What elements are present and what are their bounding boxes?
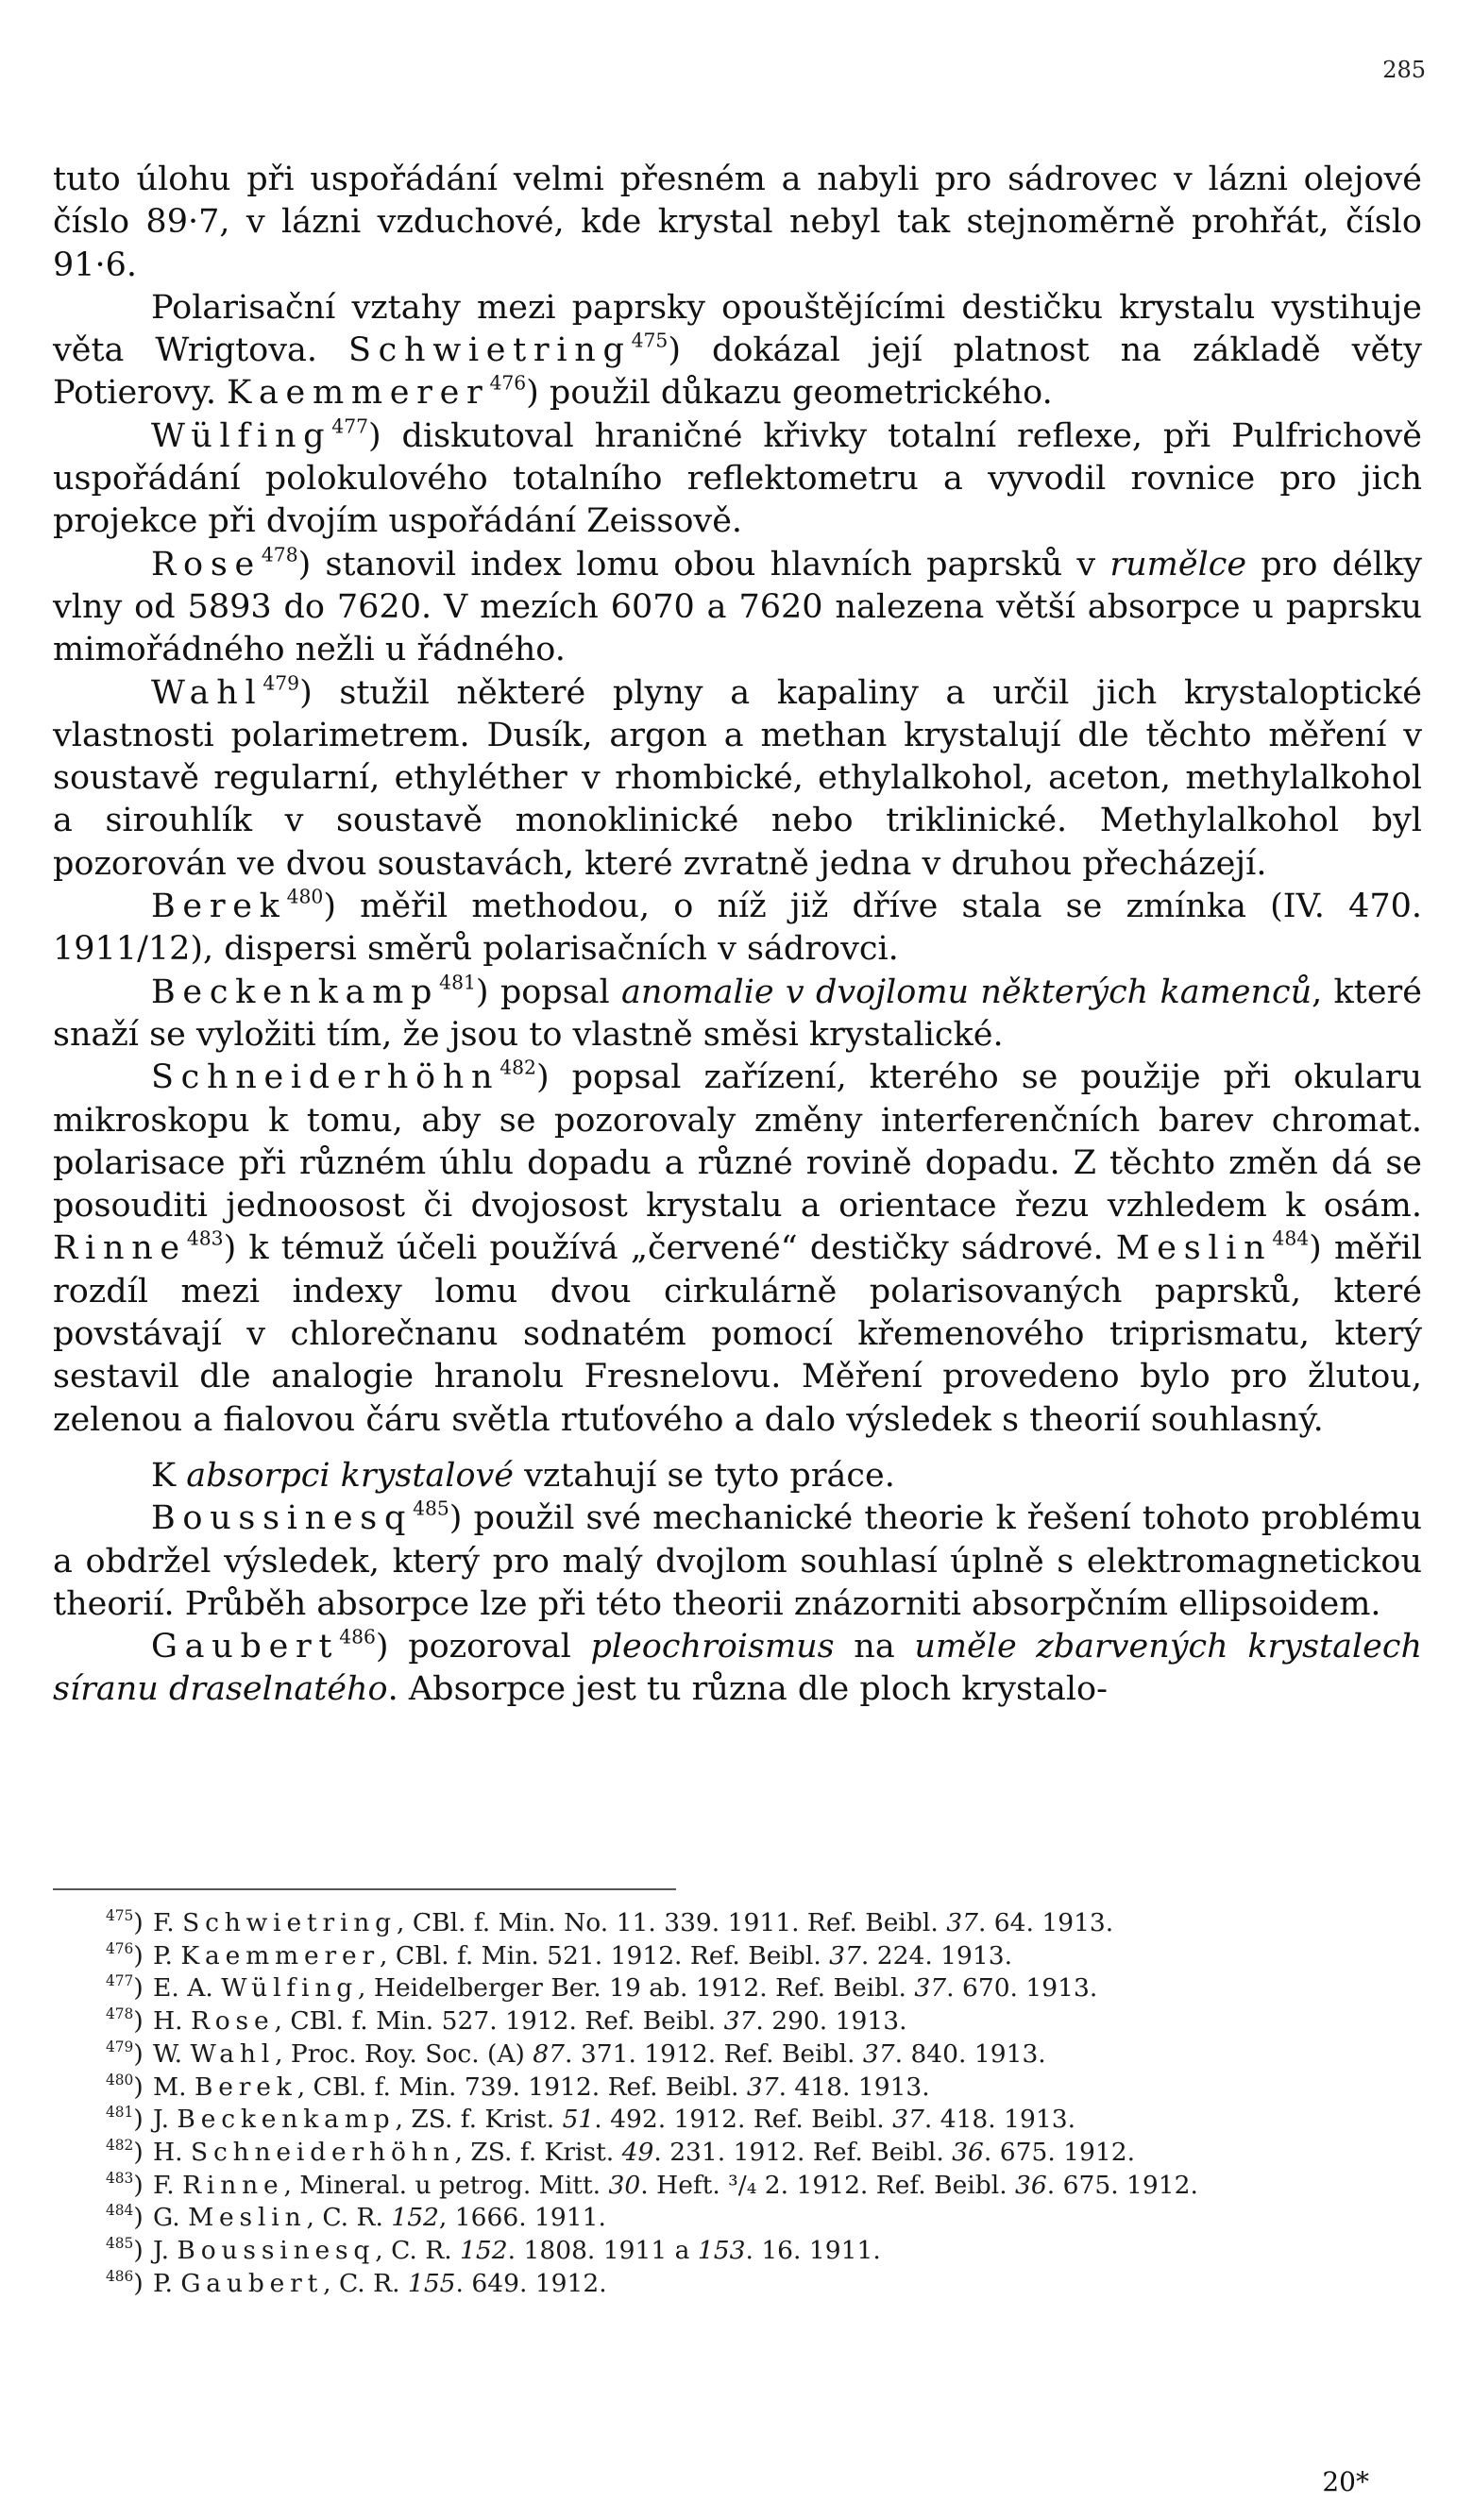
footnote-number: $^{484}$)	[106, 2202, 144, 2233]
text-run: . 840. 1913.	[894, 2038, 1046, 2069]
footnote-reference: 480	[286, 885, 324, 908]
footnote	[53, 2072, 1422, 2105]
italic-text: uměle zbarvených krystalech síranu draselnatého	[53, 1628, 1422, 1709]
author-name: Rose	[190, 2006, 275, 2037]
footnote-number: $^{483}$)	[106, 2169, 144, 2200]
text-run: , ZS. f. Krist.	[454, 2137, 622, 2167]
text-run: , ZS. f. Krist.	[395, 2105, 563, 2135]
author-name: Kaemmerer	[227, 374, 490, 413]
author-name: Berek	[151, 888, 287, 926]
text-run: , 1666. 1911.	[438, 2203, 606, 2233]
footnote-number-value: 485	[106, 2234, 134, 2252]
author-name: Beckenkamp	[177, 2105, 396, 2135]
footnote-number: $^{486}$)	[106, 2267, 144, 2298]
footnote-number-value: 484	[106, 2202, 134, 2220]
author-name: Wahl	[151, 673, 263, 712]
paragraph	[53, 1497, 1422, 1626]
text-run: . 418. 1913.	[778, 2072, 930, 2102]
footnote	[53, 1940, 1422, 1973]
text-run: ) pozoroval	[375, 1628, 591, 1666]
paragraph	[53, 1057, 1422, 1442]
footnote	[53, 2235, 1422, 2268]
paragraph	[53, 1626, 1422, 1712]
author-name: Schwietring	[182, 1908, 397, 1937]
italic-text: 37	[946, 1908, 978, 1937]
italic-text: 37	[723, 2006, 756, 2037]
author-name: Wahl	[190, 2038, 276, 2069]
footnote-number-value: 475	[106, 1906, 134, 1924]
author-name: Gaubert	[180, 2268, 324, 2298]
text-run: ) popsal	[475, 972, 621, 1011]
footnote	[53, 2268, 1422, 2301]
text-run: , CBl. f. Min. 527. 1912. Ref. Beibl.	[274, 2006, 724, 2037]
text-run: , CBl. f. Min. 521. 1912. Ref. Beibl.	[380, 1940, 830, 1970]
footnote-number-value: 481	[106, 2104, 134, 2122]
author-name: Berek	[194, 2072, 297, 2102]
footnote-reference: 482	[499, 1056, 536, 1079]
text-run: , Mineral. u petrog. Mitt.	[283, 2170, 609, 2200]
footnote	[53, 1972, 1422, 2005]
page-signature: 20*	[1322, 2466, 1369, 2497]
paragraph	[53, 287, 1422, 415]
text-run: . 418. 1913.	[923, 2105, 1075, 2135]
text-run: ) k témuž účeli používá „červené“ destičky sádrové.	[223, 1229, 1116, 1268]
text-run: . 492. 1912. Ref. Beibl.	[594, 2105, 893, 2135]
author-name: Boussinesq	[177, 2236, 376, 2266]
text-run: M.	[153, 2072, 195, 2102]
footnote-number: $^{479}$)	[106, 2038, 144, 2069]
paragraph	[53, 672, 1422, 886]
text-run: , C. R.	[375, 2236, 461, 2266]
italic-text: absorpci krystalové	[186, 1456, 514, 1495]
text-run: P.	[153, 1940, 181, 1970]
footnote-reference: 479	[262, 670, 300, 694]
text-run: J.	[153, 2236, 178, 2266]
text-run: ) použil své mechanické theorie k řešení tohoto problému a obdržel výsledek, který pro malý dvojlom souhlasí úplně s elektromagnetickou theorií. Průběh absorpce lze při této theorii znázorniti absorpčním ellipsoidem.	[53, 1499, 1422, 1623]
italic-text: 37	[829, 1940, 861, 1970]
text-run: ) popsal zařízení, kterého se použije při okularu mikroskopu k tomu, aby se pozorovaly změny interferenčních barev chromat. polarisace při různém úhlu dopadu a různé rovině dopadu. Z těchto změn dá se posouditi jednoosost či dvojosost krystalu a orientace řezu vzhledem k osám.	[53, 1058, 1422, 1226]
italic-text: anomalie v dvojlomu některých kamenců	[621, 972, 1312, 1011]
author-name: Rose	[151, 545, 262, 583]
author-name: Gaubert	[151, 1628, 340, 1666]
footnote-number: $^{476}$)	[106, 1939, 144, 1970]
paragraph	[53, 972, 1422, 1057]
italic-text: 152	[460, 2236, 508, 2266]
text-run: na	[834, 1628, 915, 1666]
footnote-reference: 475	[631, 329, 669, 352]
text-run: , CBl. f. Min. No. 11. 339. 1911. Ref. Beibl.	[396, 1908, 947, 1937]
footnote-number-value: 486	[106, 2267, 134, 2285]
text-run: Polarisační vztahy mezi paprsky opouštějícími destičku krystalu vystihuje věta Wrigtova.	[53, 288, 1422, 370]
italic-text: 49	[621, 2137, 654, 2167]
footnote-number: $^{485}$)	[106, 2234, 144, 2266]
text-run: . 16. 1911.	[745, 2236, 881, 2266]
author-name: Wülfing	[221, 1973, 359, 2004]
footnote	[53, 1907, 1422, 1940]
italic-text: 36	[1015, 2170, 1047, 2200]
footnote-number-value: 476	[106, 1939, 134, 1957]
text-run: vztahují se tyto práce.	[514, 1456, 895, 1495]
italic-text: 36	[952, 2137, 984, 2167]
italic-text: 51	[562, 2105, 595, 2135]
text-run: tuto úlohu při uspořádání velmi přesném a nabyli pro sádrovec v lázni olejové číslo 89·7, v lázni vzduchové, kde krystal nebyl tak stejnoměrně prohřát, číslo 91·6.	[53, 161, 1422, 284]
paragraph	[53, 886, 1422, 972]
footnote-reference: 484	[1272, 1226, 1310, 1250]
text-run: H.	[153, 2006, 191, 2037]
text-run: H.	[153, 2137, 191, 2167]
text-run: F.	[153, 2170, 183, 2200]
text-run: ) měřil methodou, o níž již dříve stala se zmínka (IV. 470. 1911/12), dispersi směrů polarisačních v sádrovci.	[53, 888, 1422, 969]
footnotes	[53, 1907, 1422, 2300]
text-run: ) diskutoval hraničné křivky totalní reflexe, při Pulfrichově uspořádání polokulového totalního reflektometru a vyvodil rovnice pro jich projekce při dvojím uspořádání Zeissově.	[53, 416, 1422, 541]
footnote-reference: 486	[339, 1625, 376, 1649]
author-name: Boussinesq	[151, 1499, 414, 1538]
author-name: Rinne	[53, 1229, 187, 1268]
author-name: Rinne	[182, 2170, 284, 2200]
author-name: Meslin	[1115, 1229, 1273, 1268]
author-name: Schneiderhöhn	[151, 1058, 500, 1097]
body-text	[53, 159, 1422, 1712]
footnote-number: $^{478}$)	[106, 2005, 144, 2037]
paragraph	[53, 159, 1422, 287]
footnote-number: $^{481}$)	[106, 2104, 144, 2135]
italic-text: 152	[391, 2203, 439, 2233]
footnote-reference: 481	[439, 971, 476, 994]
text-run: . 64. 1913.	[977, 1908, 1114, 1937]
author-name: Kaemmerer	[180, 1940, 381, 1970]
footnote-divider	[53, 1888, 676, 1890]
italic-text: pleochroismus	[590, 1628, 835, 1666]
paragraph	[53, 415, 1422, 544]
author-name: Beckenkamp	[151, 972, 440, 1011]
text-run: , C. R.	[306, 2203, 392, 2233]
footnote-number: $^{475}$)	[106, 1906, 144, 1937]
text-run: G.	[153, 2203, 189, 2233]
text-run: , CBl. f. Min. 739. 1912. Ref. Beibl.	[296, 2072, 747, 2102]
text-run: ) měřil rozdíl mezi indexy lomu dvou cirkulárně polarisovaných paprsků, které povstávají v chlorečnanu sodnatém pomocí křemenového triprismatu, který sestavil dle analogie hranolu Fresnelovu. Měření provedeno bylo pro žlutou, zelenou a fialovou čáru světla rtuťového a dalo výsledek s theorií souhlasný.	[53, 1229, 1422, 1439]
page-number: 285	[1382, 57, 1426, 83]
text-run: , které snaží se vyložiti tím, že jsou to vlastně směsi krystalické.	[53, 972, 1422, 1054]
author-name: Wülfing	[151, 416, 332, 455]
text-run: E. A.	[153, 1973, 222, 2004]
text-run: . 1808. 1911 a	[507, 2236, 698, 2266]
italic-text: 153	[697, 2236, 746, 2266]
italic-text: 87	[533, 2038, 566, 2069]
text-run: F.	[153, 1908, 183, 1937]
footnote-number: $^{480}$)	[106, 2071, 144, 2102]
author-name: Schwietring	[347, 331, 632, 370]
text-run: , C. R.	[323, 2268, 408, 2298]
footnote-number-value: 479	[106, 2038, 134, 2055]
footnote-number: $^{482}$)	[106, 2136, 144, 2167]
text-run: , Heidelberger Ber. 19 ab. 1912. Ref. Beibl.	[358, 1973, 915, 2004]
text-run: . 290. 1913.	[755, 2006, 907, 2037]
text-run: , Proc. Roy. Soc. (A)	[275, 2038, 533, 2069]
text-run: J.	[153, 2105, 178, 2135]
footnote	[53, 2137, 1422, 2170]
footnote-number-value: 478	[106, 2005, 134, 2023]
footnote-reference: 478	[261, 543, 298, 567]
text-run: . 231. 1912. Ref. Beibl.	[653, 2137, 953, 2167]
text-run: ) stanovil index lomu obou hlavních paprsků v	[297, 545, 1110, 583]
footnote-reference: 477	[331, 414, 369, 438]
footnote-reference: 485	[413, 1497, 449, 1520]
italic-text: 155	[407, 2268, 456, 2298]
italic-text: 30	[608, 2170, 641, 2200]
text-run: . Absorpce jest tu různa dle ploch krystalo-	[387, 1670, 1108, 1709]
text-run: . 670. 1913.	[946, 1973, 1098, 2004]
footnote	[53, 2202, 1422, 2235]
text-run: . Heft. ³/₄ 2. 1912. Ref. Beibl.	[640, 2170, 1016, 2200]
author-name: Schneiderhöhn	[190, 2137, 455, 2167]
text-run: . 649. 1912.	[455, 2268, 607, 2298]
footnote	[53, 2104, 1422, 2137]
text-run: . 675. 1912.	[1046, 2170, 1198, 2200]
italic-text: rumělce	[1109, 545, 1247, 583]
text-run: K	[151, 1456, 187, 1495]
italic-text: 37	[746, 2072, 779, 2102]
footnote-number-value: 482	[106, 2136, 134, 2154]
footnote-number-value: 480	[106, 2071, 134, 2089]
footnote-number: $^{477}$)	[106, 1972, 144, 2004]
text-run: ) dokázal její platnost na základě věty Potierovy.	[53, 331, 1422, 413]
footnote-number-value: 483	[106, 2169, 134, 2187]
paragraph	[53, 1455, 1422, 1497]
text-run: ) použil důkazu geometrického.	[526, 374, 1053, 413]
footnote-number-value: 477	[106, 1972, 134, 1990]
italic-text: 37	[914, 1973, 947, 2004]
text-run: . 675. 1912.	[983, 2137, 1136, 2167]
footnote	[53, 2038, 1422, 2072]
text-run: P.	[153, 2268, 181, 2298]
author-name: Meslin	[188, 2203, 307, 2233]
paragraph	[53, 544, 1422, 672]
footnote-reference: 483	[186, 1226, 224, 1250]
text-run: pro délky vlny od 5893 do 7620. V mezích 6070 a 7620 nalezena větší absorpce u paprsku mimořádného nežli u řádného.	[53, 545, 1422, 669]
text-run: ) stužil některé plyny a kapaliny a určil jich krystaloptické vlastnosti polarimetrem. Dusík, argon a methan krystalují dle těchto měření v soustavě regularní, ethyléther v rhombické, ethylalkohol, aceton, methylalkohol a sirouhlík v soustavě monoklinické nebo triklinické. Methylalkohol byl pozorován ve dvou soustavách, které zvratně jedna v druhou přecházejí.	[53, 673, 1422, 883]
footnote-reference: 476	[489, 371, 527, 395]
footnote	[53, 2170, 1422, 2203]
text-run: . 224. 1913.	[860, 1940, 1013, 1970]
text-run: . 371. 1912. Ref. Beibl.	[565, 2038, 863, 2069]
italic-text: 37	[892, 2105, 924, 2135]
footnote	[53, 2005, 1422, 2038]
italic-text: 37	[862, 2038, 895, 2069]
text-run: W.	[153, 2038, 191, 2069]
